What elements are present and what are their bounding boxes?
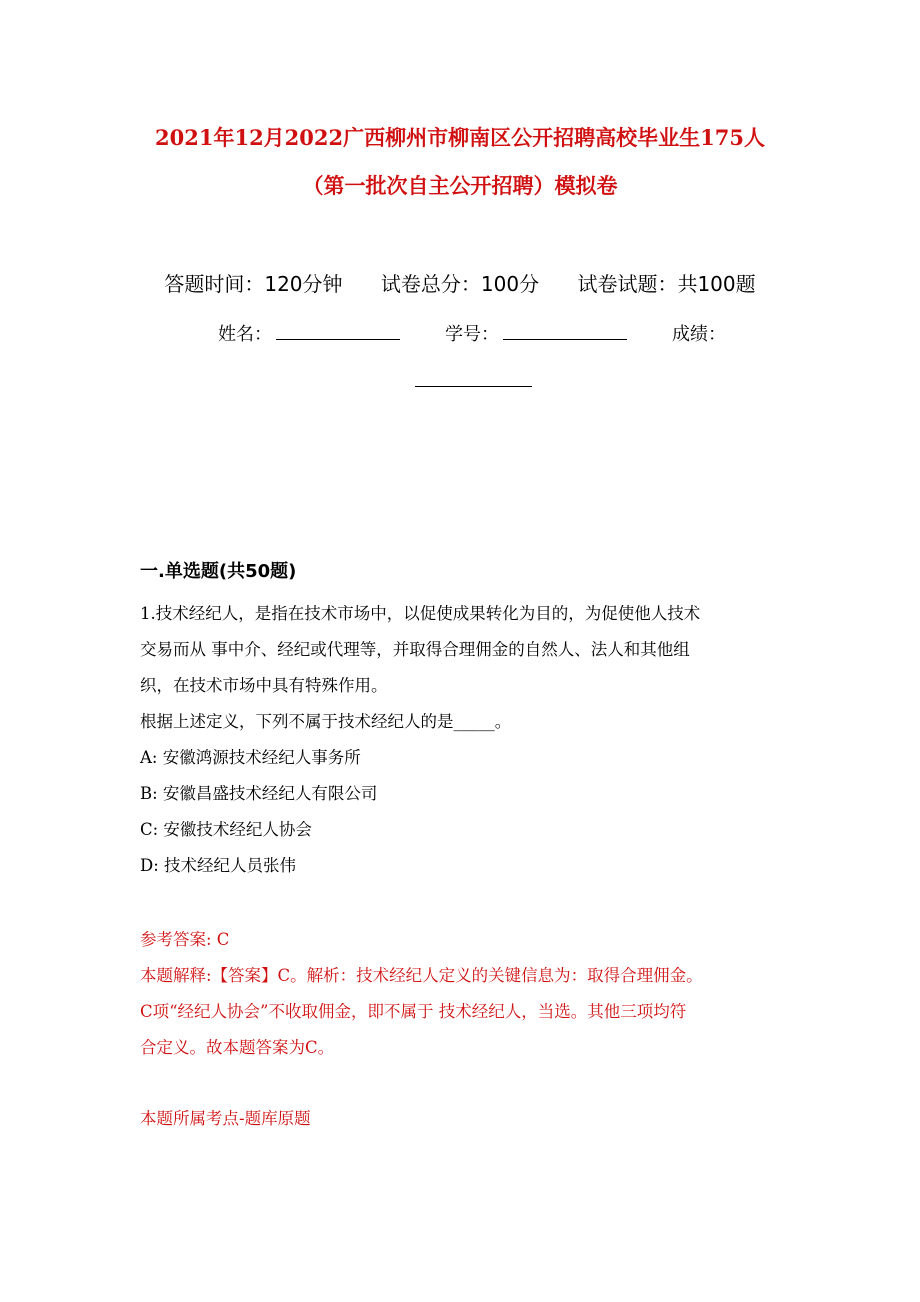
question-stem-line-3: 织，在技术市场中具有特殊作用。 bbox=[140, 676, 388, 695]
explanation-line-1: 本题解释:【答案】C。解析：技术经纪人定义的关键信息为：取得合理佣金。 bbox=[140, 966, 703, 985]
name-blank[interactable] bbox=[276, 321, 400, 340]
explanation-line-3: 合定义。故本题答案为C。 bbox=[140, 1038, 335, 1057]
exam-meta bbox=[0, 268, 920, 297]
name-label: 姓名： bbox=[218, 324, 272, 345]
exam-title-line-2: （第一批次自主公开招聘）模拟卷 bbox=[302, 173, 618, 198]
option-d[interactable]: D: 技术经纪人员张伟 bbox=[140, 856, 297, 875]
option-c[interactable]: C: 安徽技术经纪人协会 bbox=[140, 820, 312, 839]
question-stem-line-2: 交易而从 事中介、经纪或代理等，并取得合理佣金的自然人、法人和其他组 bbox=[140, 640, 690, 659]
student-id-field[interactable] bbox=[445, 320, 627, 346]
explanation-line-2: C项“经纪人协会”不收取佣金，即不属于 技术经纪人，当选。其他三项均符 bbox=[140, 1002, 687, 1021]
option-a[interactable]: A: 安徽鸿源技术经纪人事务所 bbox=[140, 748, 361, 767]
exam-time: 答题时间：120分钟 bbox=[164, 272, 343, 296]
section-heading: 一.单选题(共50题) bbox=[140, 561, 297, 582]
score-field bbox=[672, 320, 726, 346]
exam-question-count: 试卷试题：共100题 bbox=[577, 272, 756, 296]
name-field[interactable] bbox=[218, 320, 400, 346]
exam-title-line-1: 2021年12月2022广西柳州市柳南区公开招聘高校毕业生175人 bbox=[155, 125, 765, 150]
score-blank[interactable] bbox=[415, 386, 532, 387]
exam-total-score: 试卷总分：100分 bbox=[380, 272, 540, 296]
score-label: 成绩： bbox=[672, 324, 726, 345]
reference-answer: 参考答案: C bbox=[140, 930, 230, 949]
option-b[interactable]: B: 安徽昌盛技术经纪人有限公司 bbox=[140, 784, 378, 803]
student-id-blank[interactable] bbox=[503, 321, 627, 340]
topic-label: 本题所属考点-题库原题 bbox=[140, 1109, 311, 1128]
student-id-label: 学号： bbox=[445, 324, 499, 345]
question-stem-line-1: 1.技术经纪人，是指在技术市场中，以促使成果转化为目的，为促使他人技术 bbox=[140, 604, 701, 623]
question-prompt: 根据上述定义，下列不属于技术经纪人的是_____。 bbox=[140, 712, 512, 731]
